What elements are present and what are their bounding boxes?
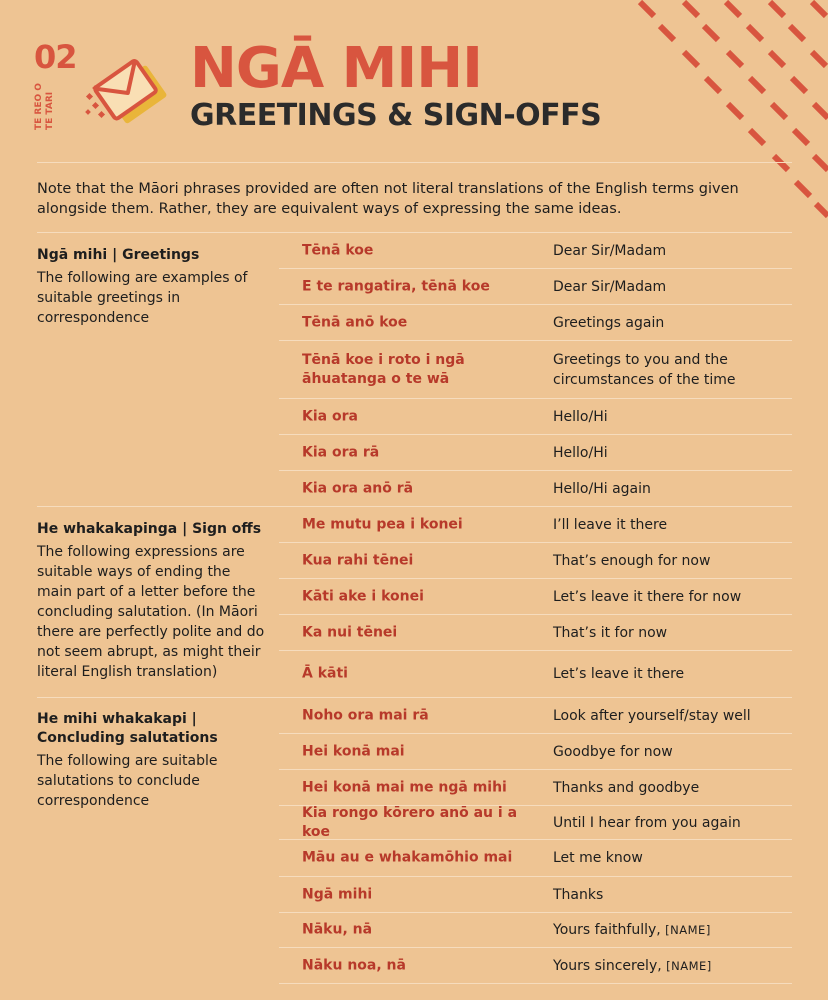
english-equivalent: Let me know xyxy=(553,850,643,866)
section-description-greetings: The following are examples of suitable greetings in correspondence xyxy=(37,270,248,326)
table-row xyxy=(279,615,792,651)
table-row xyxy=(279,840,792,877)
table-row xyxy=(279,877,792,913)
name-placeholder: [NAME] xyxy=(666,958,712,973)
table-row xyxy=(279,305,792,341)
maori-phrase: Tēnā anō koe xyxy=(302,314,408,330)
table-row xyxy=(279,651,792,698)
decorative-dash xyxy=(812,2,826,16)
decorative-dash xyxy=(728,52,742,66)
english-equivalent: Hello/Hi xyxy=(553,408,608,425)
decorative-dash xyxy=(726,2,740,16)
decorative-dash xyxy=(660,26,674,40)
section-heading-sign-offs: He whakakapinga | Sign offs xyxy=(37,521,262,537)
table-row xyxy=(279,770,792,806)
english-equivalent: Until I hear from you again xyxy=(553,814,741,831)
english-equivalent: Dear Sir/Madam xyxy=(553,278,667,295)
maori-phrase: E te rangatira, tēnā koe xyxy=(302,278,490,294)
decorative-dash xyxy=(706,78,720,92)
table-row xyxy=(279,341,792,399)
decorative-dash xyxy=(814,156,828,170)
maori-phrase: Māu au e whakamōhio mai xyxy=(302,849,513,866)
intro-note: Note that the Māori phrases provided are often not literal translations of the English terms given alongside them. Rather, they are equivalent ways of expressing the same ideas. xyxy=(37,181,739,217)
maori-phrase: Me mutu pea i konei xyxy=(302,516,463,532)
table-row xyxy=(279,579,792,615)
maori-phrase: Kia ora xyxy=(302,408,358,424)
decorative-dash xyxy=(748,26,762,40)
maori-phrase: Kia rongo kōrero anō au i a koe xyxy=(302,804,518,840)
decorative-dash xyxy=(772,104,786,118)
english-equivalent: Hello/Hi xyxy=(553,444,608,461)
table-row xyxy=(279,806,792,840)
section-description-concluding: The following are suitable salutations to conclude correspondence xyxy=(37,753,218,809)
header-divider xyxy=(37,162,792,163)
decorative-dash xyxy=(750,130,764,144)
english-text: Yours faithfully, xyxy=(553,922,661,938)
section-heading-concluding xyxy=(37,710,267,748)
decorative-dash xyxy=(774,156,788,170)
table-row xyxy=(279,948,792,984)
decorative-dash xyxy=(704,26,718,40)
table-row xyxy=(279,233,792,269)
page-subtitle: GREETINGS & SIGN-OFFS xyxy=(190,98,602,133)
english-equivalent: Goodbye for now xyxy=(553,743,673,760)
english-equivalent xyxy=(553,956,789,976)
decorative-dash xyxy=(728,104,742,118)
decorative-dash xyxy=(796,182,810,196)
table-row xyxy=(279,269,792,305)
decorative-dash xyxy=(812,52,826,66)
decorative-dash xyxy=(640,2,654,16)
decorative-dash xyxy=(792,78,806,92)
maori-phrase: Kāti ake i konei xyxy=(302,588,424,604)
maori-phrase: Tēnā koe i roto i ngā āhuatanga o te wā xyxy=(302,351,465,387)
table-row xyxy=(279,507,792,543)
english-equivalent: I’ll leave it there xyxy=(553,516,668,533)
english-equivalent: Let’s leave it there xyxy=(553,666,685,682)
maori-phrase: Ā kāti xyxy=(302,665,348,682)
decorative-dash xyxy=(684,2,698,16)
decorative-dash xyxy=(750,78,764,92)
maori-phrase: Hei konā mai xyxy=(302,743,405,759)
english-equivalent: Thanks and goodbye xyxy=(553,779,700,796)
table-row xyxy=(279,734,792,770)
table-row xyxy=(279,913,792,948)
english-equivalent xyxy=(553,920,789,940)
english-equivalent: Let’s leave it there for now xyxy=(553,588,742,605)
table-row xyxy=(279,435,792,471)
maori-phrase: Tēnā koe xyxy=(302,242,374,258)
maori-phrase: Nāku noa, nā xyxy=(302,957,406,973)
page-title: NGĀ MIHI xyxy=(190,36,482,101)
section-number: 02 xyxy=(34,38,77,76)
maori-phrase: Ka nui tēnei xyxy=(302,624,398,640)
maori-phrase: Kua rahi tēnei xyxy=(302,552,414,568)
table-row xyxy=(279,399,792,435)
english-equivalent: Thanks xyxy=(553,886,604,903)
english-equivalent: Greetings again xyxy=(553,314,665,331)
maori-phrase: Kia ora anō rā xyxy=(302,480,414,496)
side-label xyxy=(34,84,64,130)
decorative-dash xyxy=(770,2,784,16)
section-divider xyxy=(37,506,279,507)
decorative-dash xyxy=(770,52,784,66)
decorative-dash xyxy=(684,52,698,66)
decorative-dash xyxy=(790,26,804,40)
maori-phrase: Hei konā mai me ngā mihi xyxy=(302,779,507,795)
name-placeholder: [NAME] xyxy=(665,923,711,937)
side-label-line-1: TE REO O xyxy=(34,83,44,130)
section-heading-line-2: Concluding salutations xyxy=(37,730,218,746)
english-equivalent: Hello/Hi again xyxy=(553,480,651,497)
side-label-line-2: TE TARI xyxy=(45,91,55,130)
maori-phrase: Kia ora rā xyxy=(302,444,380,460)
decorative-dash xyxy=(814,104,828,118)
english-equivalent: Greetings to you and the circumstances of the time xyxy=(553,351,736,388)
english-equivalent: Dear Sir/Madam xyxy=(553,242,667,259)
section-description-sign-offs: The following expressions are suitable ways of ending the main part of a letter before the concluding salutation. (In Māori there are perfectly polite and do not seem abrupt, as might their literal English translation) xyxy=(37,544,265,680)
section-divider xyxy=(37,697,279,698)
english-equivalent: That’s it for now xyxy=(553,624,668,641)
english-text: Yours sincerely, xyxy=(553,957,662,974)
english-equivalent: That’s enough for now xyxy=(553,552,711,569)
maori-phrase: Noho ora mai rā xyxy=(302,707,429,723)
maori-phrase: Nāku, nā xyxy=(302,921,373,938)
section-heading-line-1: He mihi whakakapi | xyxy=(37,711,197,727)
decorative-dash xyxy=(794,130,808,144)
table-row xyxy=(279,543,792,579)
decorative-dash xyxy=(816,204,828,216)
english-equivalent: Look after yourself/stay well xyxy=(553,707,751,724)
envelope-icon xyxy=(84,40,170,134)
maori-phrase: Ngā mihi xyxy=(302,886,373,902)
table-row xyxy=(279,471,792,507)
table-row xyxy=(279,698,792,734)
section-heading-greetings: Ngā mihi | Greetings xyxy=(37,247,200,263)
